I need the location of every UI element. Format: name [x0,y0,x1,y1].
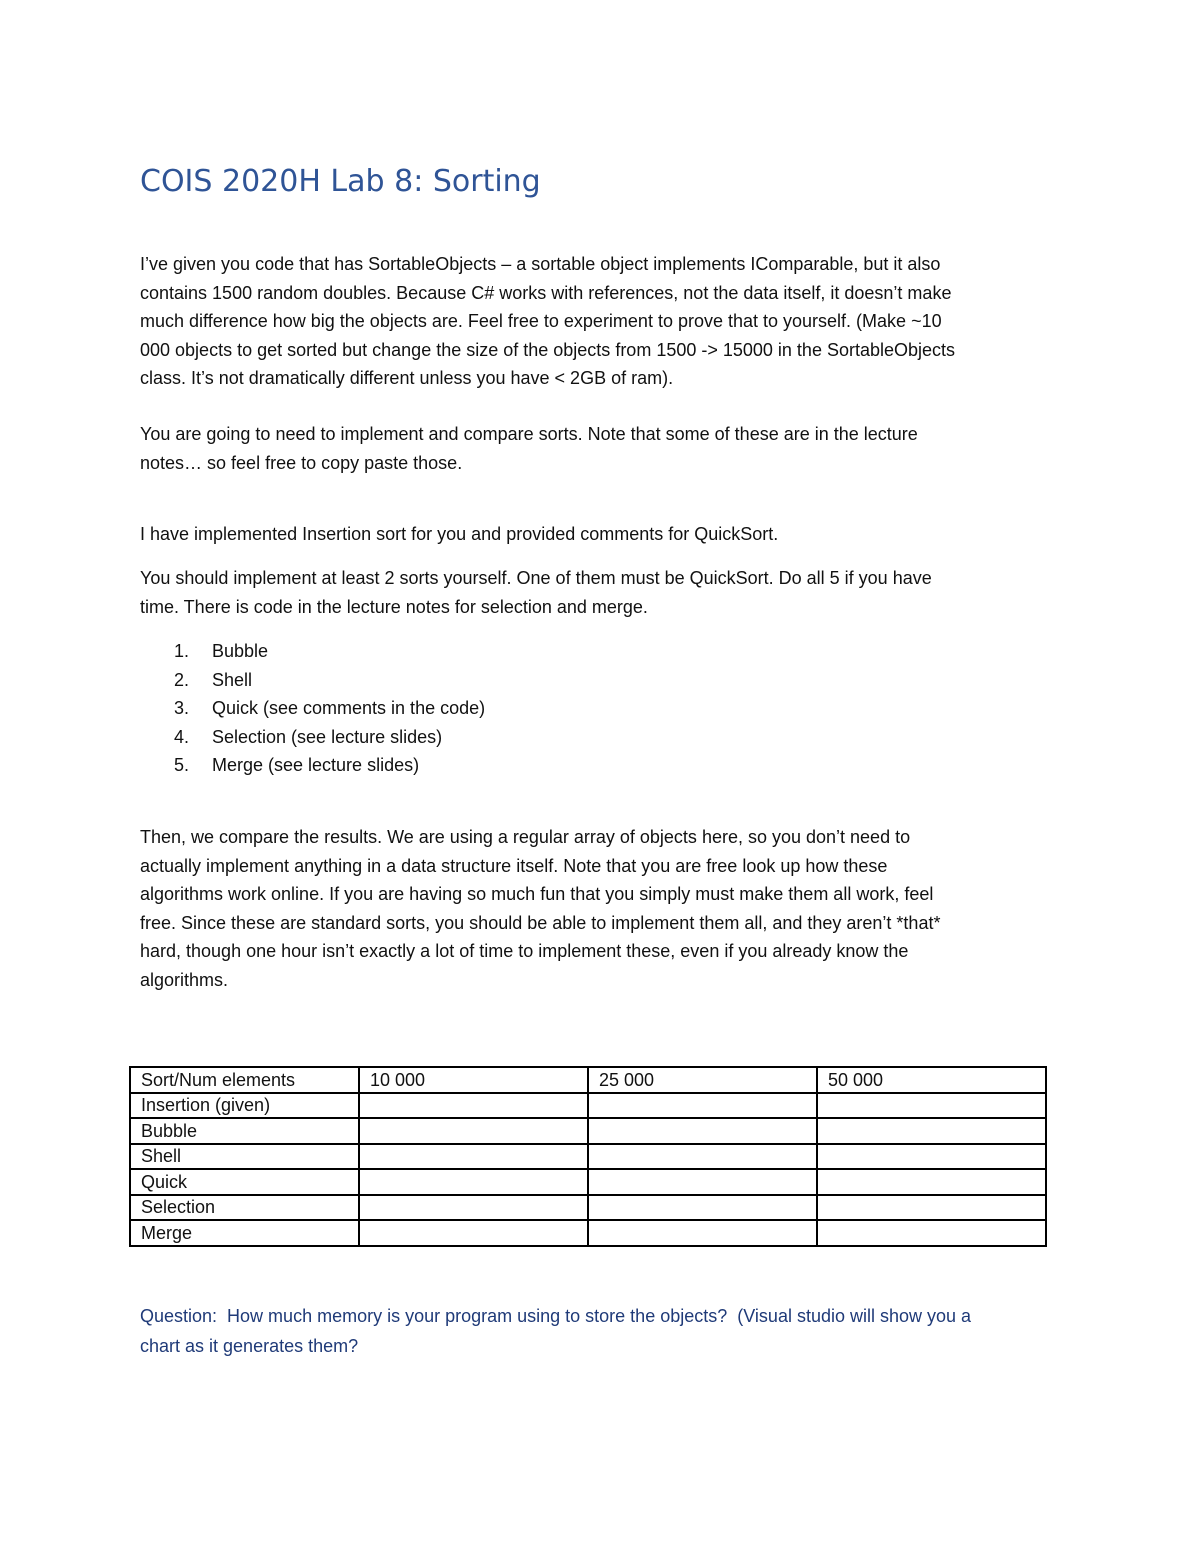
intro-line: class. It’s not dramatically different unless you have < 2GB of ram). [140,368,674,388]
intro-line: contains 1500 random doubles. Because C# works with references, not the data itself, it doesn’t make [140,282,952,303]
document-page [140,0,1060,1553]
list-item-label: Merge (see lecture slides) [212,755,420,775]
table-row [130,1169,1046,1195]
list-item [140,723,485,752]
table-row [130,1093,1046,1119]
table-cell [817,1195,1046,1221]
compare-line: notes… so feel free to copy paste those. [140,452,463,473]
list-number: 2. [174,669,190,690]
table-row [130,1195,1046,1221]
implemented-paragraph [140,520,1050,549]
table-cell: Insertion (given) [130,1093,359,1119]
list-item [140,751,485,780]
list-item-label: Shell [212,669,253,690]
list-item [140,637,485,666]
table-cell [817,1118,1046,1144]
intro-line: 000 objects to get sorted but change the size of the objects from 1500 -> 15000 in the SortableObjects [140,339,956,360]
table-cell: Merge [130,1220,359,1246]
list-item-label: Selection (see lecture slides) [212,726,443,747]
results-line: algorithms work online. If you are having so much fun that you simply must make them all work, feel [140,884,934,904]
list-number: 1. [174,641,190,661]
table-cell [817,1093,1046,1119]
list-item [140,694,485,723]
table-cell [817,1169,1046,1195]
list-item-label: Quick (see comments in the code) [212,698,486,718]
compare-paragraph [140,420,1050,477]
requirement-paragraph [140,564,1050,621]
table-cell: Shell [130,1144,359,1170]
table-cell [588,1093,817,1119]
table-cell [359,1093,588,1119]
list-item [140,666,485,695]
results-paragraph [140,823,1050,994]
table-cell [359,1169,588,1195]
question-label: Question: [140,1306,218,1326]
table-header-cell: 25 000 [588,1067,817,1093]
table-cell [588,1144,817,1170]
intro-paragraph [140,250,1050,393]
results-line: actually implement anything in a data structure itself. Note that you are free look up how these [140,855,888,876]
implemented-line: I have implemented Insertion sort for you and provided comments for QuickSort. [140,524,779,544]
requirement-line: time. There is code in the lecture notes for selection and merge. [140,596,648,617]
table-row [130,1220,1046,1246]
document-title: COIS 2020H Lab 8: Sorting [140,164,541,199]
table-cell [588,1169,817,1195]
list-number: 5. [174,755,190,775]
table-cell [588,1118,817,1144]
intro-line: much difference how big the objects are. Feel free to experiment to prove that to yourself. (Make ~10 [140,311,942,331]
table-cell: Bubble [130,1118,359,1144]
table-cell [359,1144,588,1170]
question-paragraph [140,1302,1060,1361]
list-number: 3. [174,698,190,718]
table-cell [359,1220,588,1246]
results-line: Then, we compare the results. We are using a regular array of objects here, so you don’t need to [140,827,911,847]
list-item-label: Bubble [212,641,269,661]
table-cell [588,1220,817,1246]
table-cell [817,1144,1046,1170]
intro-line: I’ve given you code that has SortableObjects – a sortable object implements IComparable, but it also [140,254,941,274]
requirement-line: You should implement at least 2 sorts yourself. One of them must be QuickSort. Do all 5 if you have [140,568,932,588]
table-cell [588,1195,817,1221]
list-number: 4. [174,726,190,747]
table-cell [817,1220,1046,1246]
results-line: hard, though one hour isn’t exactly a lot of time to implement these, even if you already know the [140,941,909,961]
results-line: free. Since these are standard sorts, you should be able to implement them all, and they aren’t *that* [140,912,941,933]
sort-list [140,637,485,780]
table-row [130,1144,1046,1170]
table-cell [359,1195,588,1221]
question-line [140,1302,1060,1332]
table-header-cell: 10 000 [359,1067,588,1093]
results-line: algorithms. [140,969,229,990]
question-text: How much memory is your program using to store the objects? (Visual studio will show you a [217,1306,972,1326]
results-table [129,1066,1047,1247]
table-cell: Quick [130,1169,359,1195]
table-cell [359,1118,588,1144]
table-header-row [130,1067,1046,1093]
table-header-cell: Sort/Num elements [130,1067,359,1093]
question-line: chart as it generates them? [140,1335,359,1356]
compare-line: You are going to need to implement and compare sorts. Note that some of these are in the lecture [140,424,918,444]
table-row [130,1118,1046,1144]
table-header-cell: 50 000 [817,1067,1046,1093]
table-cell: Selection [130,1195,359,1221]
